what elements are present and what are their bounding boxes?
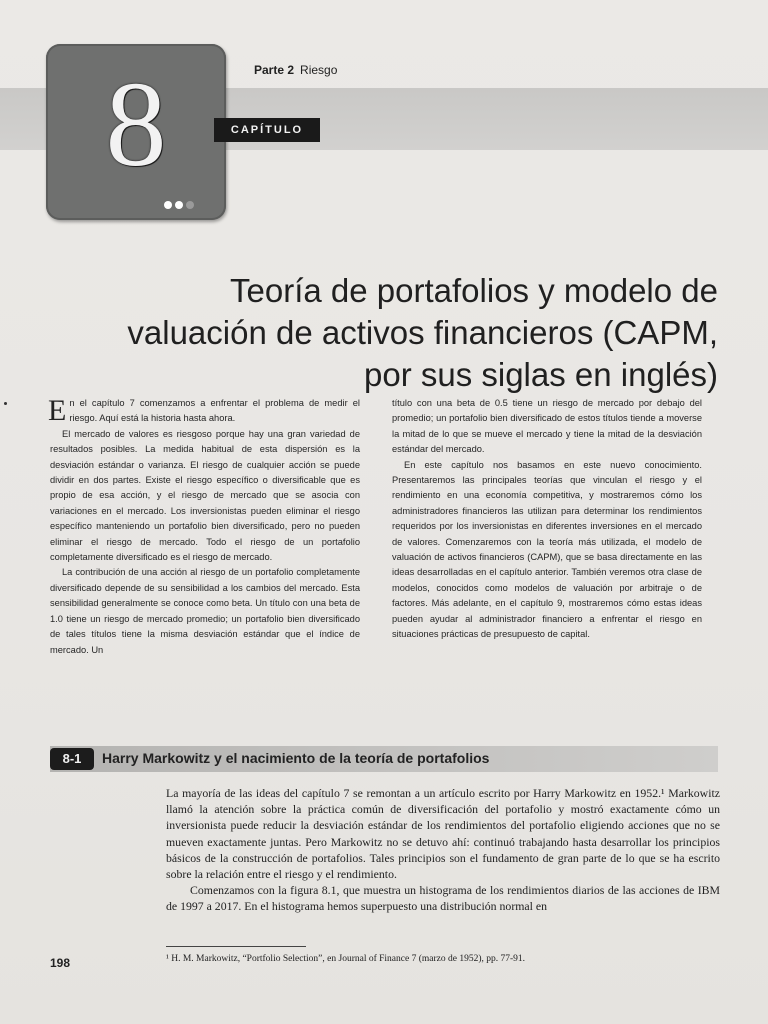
dot-icon	[175, 201, 183, 209]
part-name: Riesgo	[300, 63, 338, 77]
body-paragraph: Comenzamos con la figura 8.1, que muestra un histograma de los rendimientos diarios de las acciones de IBM de 1997 a 2017. En el histograma hemos superpuesto una distribución normal en	[166, 883, 720, 914]
intro-paragraph	[50, 396, 360, 427]
intro-paragraph: En este capítulo nos basamos en este nuevo conocimiento. Presentaremos las principales teorías que vinculan el riesgo y el rendimiento en una economía competitiva, y mostraremos cómo los administradores financieros las utilizan para determinar los rendimientos requeridos por los inversionistas en diferentes inversiones en el mercado de valores. Comenzaremos con la teoría más utilizada, el modelo de valuación de activos financieros (CAPM), que se basa directamente en las ideas desarrolladas en el capítulo anterior. También veremos otra clase de modelos, conocidos como modelos de valuación por arbitraje o de factores. Más adelante, en el capítulo 9, mostraremos cómo estas ideas pueden ayudar al administrador financiero a enfrentar el riesgo en situaciones prácticas de presupuesto de capital.	[392, 459, 702, 640]
intro-paragraph: El mercado de valores es riesgoso porque hay una gran variedad de resultados posibles. La medida habitual de esta dispersión es la desviación estándar o varianza. El riesgo de cualquier acción se puede dividir en dos partes. Existe el riesgo específico o diversificable que es propio de esa acción, y el riesgo de mercado que se asocia con variaciones en el mercado. Los inversionistas pueden eliminar el riesgo específico manteniendo un portafolio bien diversificado, pero no pueden eliminar el riesgo de mercado. Todo el riesgo de un portafolio completamente diversificado es el riesgo de mercado.	[50, 428, 360, 563]
dot-icon	[186, 201, 194, 209]
section-number: 8-1	[50, 748, 94, 770]
dot-icon	[164, 201, 172, 209]
chapter-tag: CAPÍTULO	[214, 118, 320, 142]
drop-cap: E	[48, 394, 67, 427]
intro-column-left	[50, 396, 360, 658]
chapter-title: Teoría de portafolios y modelo de valuación de activos financieros (CAPM, por sus siglas en inglés)	[127, 272, 718, 394]
footnote: ¹ H. M. Markowitz, “Portfolio Selection”, en Journal of Finance 7 (marzo de 1952), pp. 77-91.	[166, 954, 526, 964]
decorative-dots	[164, 196, 197, 214]
intro-column-right	[392, 396, 702, 643]
intro-paragraph-text: n el capítulo 7 comenzamos a enfrentar el problema de medir el riesgo. Aquí está la historia hasta ahora.	[69, 398, 360, 424]
section-title: Harry Markowitz y el nacimiento de la teoría de portafolios	[102, 750, 490, 766]
chapter-number: 8	[105, 57, 167, 192]
section-header	[50, 746, 718, 772]
part-label	[254, 63, 337, 77]
intro-paragraph: título con una beta de 0.5 tiene un riesgo de mercado por debajo del promedio; un portafolio bien diversificado de estos títulos tiende a moverse la mitad de lo que se mueve el mercado y tiene la mitad de la desviación estándar del mercado.	[392, 398, 702, 455]
intro-paragraph: La contribución de una acción al riesgo de un portafolio completamente diversificado depende de su sensibilidad a los cambios del mercado. Esta sensibilidad generalmente se conoce como beta. Un título con una beta de 1.0 tiene un riesgo de mercado promedio; un portafolio bien diversificado de tales títulos tiene la misma desviación estándar que el índice de mercado. Un	[50, 567, 360, 655]
page-number: 198	[50, 956, 71, 970]
chapter-number-box	[46, 44, 226, 220]
part-number: Parte 2	[254, 63, 295, 77]
margin-mark	[4, 402, 7, 405]
footnote-divider	[166, 946, 306, 947]
body-paragraph: La mayoría de las ideas del capítulo 7 se remontan a un artículo escrito por Harry Markowitz en 1952.¹ Markowitz llamó la atención sobre la práctica común de diversificación del portafolio y mostró exactamente cómo un inversionista puede reducir la desviación estándar de los rendimientos del portafolio eligiendo acciones que no se mueven exactamente juntas. Pero Markowitz no se detuvo ahí: continuó trabajando hasta desarrollar los principios básicos de la construcción de portafolios. Tales principios son el fundamento de gran parte de lo que se ha escrito sobre la relación entre el riesgo y el rendimiento.	[166, 786, 720, 882]
section-body	[166, 785, 720, 915]
